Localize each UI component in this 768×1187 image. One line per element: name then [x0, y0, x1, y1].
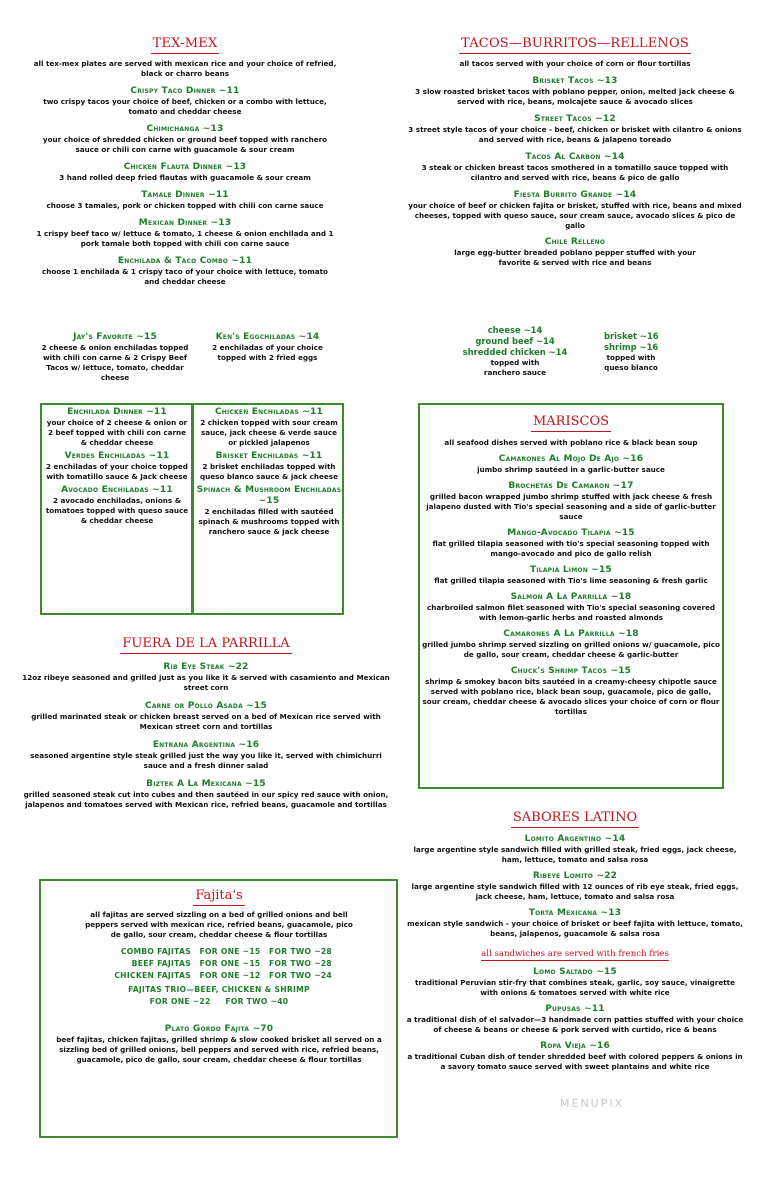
dish-name: Avocado Enchiladas ~11: [61, 485, 173, 495]
dish-name: Brochetas De Camaron ~17: [508, 481, 634, 491]
dish-desc: choose 1 enchilada & 1 crispy taco of your choice with lettuce, tomato and cheddar cheese: [42, 267, 328, 286]
dish-street-tacos: [405, 114, 745, 145]
mariscos-dish-list: [422, 454, 720, 717]
kens-eggchiladas: [200, 332, 335, 363]
dish-name: Mango-Avocado Tilapia ~15: [507, 528, 635, 538]
tacos-intro: all tacos served with your choice of corn or flour tortillas: [459, 59, 691, 68]
dish-brisket-tacos: [405, 76, 745, 107]
enchiladas-box-divider: [191, 403, 194, 615]
tex-mex-title: TEX-MEX: [151, 36, 220, 54]
relleno-option: shredded chicken ~14: [462, 347, 568, 357]
mariscos-title: MARISCOS: [531, 414, 611, 432]
dish-desc: your choice of 2 cheese & onion or 2 beef topped with chili con carne & cheddar cheese: [46, 418, 188, 447]
dish-name: Tamale Dinner ~11: [141, 190, 229, 200]
dish-name: Jay's Favorite ~15: [73, 332, 157, 342]
dish-desc: a traditional Cuban dish of tender shredded beef with colored peppers & onions in a savory tomato sauce served with sweet plantains and white rice: [407, 1052, 743, 1071]
dish-desc: a traditional dish of el salvador—3 handmade corn patties stuffed with your choice of cheese & beans or cheese & pork served with curtido, rice & beans: [406, 1015, 744, 1034]
dish-desc: charbroiled salmon filet seasoned with Tio's special seasoning covered with lemon-garlic herbs and roasted almonds: [426, 603, 716, 622]
fajita-two: FOR TWO ~24: [269, 971, 333, 980]
dish-chicken-flauta-dinner: [20, 162, 350, 183]
dish-desc: grilled seasoned steak cut into cubes and then sautéed in our spicy red sauce with onion, jalapenos and tomatoes served with Mexican rice, refried beans, guacamole and tortillas: [23, 790, 389, 809]
chile-relleno: [405, 237, 745, 268]
dish-tilapia-limon: [422, 565, 720, 586]
fajita-one: FOR ONE ~15: [199, 947, 261, 956]
dish-fiesta-burrito-grande: [405, 190, 745, 231]
tex-mex-dish-list: [20, 86, 350, 287]
tacos-section: [405, 32, 745, 268]
fajita-one: FOR ONE ~12: [199, 971, 261, 980]
dish-enchilada-dinner: [44, 407, 190, 448]
dish-name: Chicken Enchiladas ~11: [214, 407, 324, 417]
dish-lomito-argentino: [405, 834, 745, 865]
relleno-options-right: [586, 331, 676, 373]
dish-name: Enchilada & Taco Combo ~11: [117, 256, 253, 266]
dish-chuck-s-shrimp-tacos: [422, 666, 720, 717]
dish-name: Ken's Eggchiladas ~14: [215, 332, 320, 342]
dish-avocado-enchiladas: [44, 485, 190, 526]
tex-mex-section: [20, 32, 350, 287]
relleno-option: ground beef ~14: [475, 336, 555, 346]
dish-camarones-a-la-parrilla: [422, 629, 720, 660]
relleno-option: shrimp ~16: [604, 342, 659, 352]
sabores-dish-list: [405, 834, 745, 939]
tacos-dish-list: [405, 76, 745, 231]
dish-desc: your choice of beef or chicken fajita or brisket, stuffed with rice, beans and mixed cheeses, topped with queso sauce, sour cream sauce, avocado slices & pico de gallo: [408, 201, 742, 230]
dish-name: Enchilada Dinner ~11: [67, 407, 167, 417]
dish-brisket-enchiladas: [196, 451, 342, 482]
dish-name: Salmon A La Parrilla ~18: [510, 592, 632, 602]
tex-mex-intro: all tex-mex plates are served with mexican rice and your choice of refried, black or charro beans: [33, 59, 337, 78]
dish-chicken-enchiladas: [196, 407, 342, 448]
dish-name: Chimichanga ~13: [146, 124, 224, 134]
dish-desc: 2 enchiladas of your choice topped with 2 fried eggs: [212, 343, 323, 362]
dish-name: Tacos Al Carbon ~14: [525, 152, 625, 162]
dish-name: Pupusas ~11: [545, 1004, 605, 1014]
dish-pupusas: [405, 1004, 745, 1035]
dish-desc: large argentine style sandwich filled with grilled steak, fried eggs, jack cheese, ham, lettuce, tomato and salsa rosa: [413, 845, 737, 864]
dish-chimichanga: [20, 124, 350, 155]
dish-name: Street Tacos ~12: [534, 114, 616, 124]
dish-mexican-dinner: [20, 218, 350, 249]
dish-desc: 2 cheese & onion enchiladas topped with chili con carne & 2 Crispy Beef Tacos w/ lettuce, tomato, cheddar cheese: [41, 343, 189, 382]
dish-name: Plato Gordo Fajita ~70: [164, 1024, 274, 1034]
fajita-label: COMBO FAJITAS: [120, 947, 191, 956]
dish-desc: jumbo shrimp sautéed in a garlic-butter sauce: [477, 465, 665, 474]
dish-name: Verdes Enchiladas ~11: [64, 451, 170, 461]
dish-desc: shrimp & smokey bacon bits sautéed in a creamy-cheesy chipotle sauce served with poblano rice, black bean soup, guacamole, pico de gallo, sour cream, cheddar cheese & avocado slices your choice of corn or flour tortillas: [422, 677, 720, 716]
dish-name: Brisket Enchiladas ~11: [215, 451, 323, 461]
dish-salmon-a-la-parrilla: [422, 592, 720, 623]
fajitas-intro: all fajitas are served sizzling on a bed of grilled onions and bell peppers served with mexican rice, refried beans, guacamole, pico de gallo, sour cream, cheddar cheese & flour tortillas: [85, 910, 353, 939]
sabores-dish-list-2: [405, 967, 745, 1072]
enchiladas-left-column: [44, 404, 190, 526]
dish-desc: 3 hand rolled deep fried flautas with guacamole & sour cream: [59, 173, 311, 182]
dish-ribeye-lomito: [405, 871, 745, 902]
fajitas-trio-label: FAJITAS TRIO—BEEF, CHICKEN & SHRIMP: [128, 985, 310, 994]
dish-name: Brisket Tacos ~13: [532, 76, 618, 86]
dish-name: Crispy Taco Dinner ~11: [130, 86, 240, 96]
dish-desc: 3 slow roasted brisket tacos with poblano pepper, onion, melted jack cheese & served with rice, beans, molcajete sauce & avocado slices: [415, 87, 735, 106]
sabores-section: [405, 806, 745, 1072]
dish-crispy-taco-dinner: [20, 86, 350, 117]
dish-desc: grilled marinated steak or chicken breast served on a bed of Mexican rice served with Mexican street corn and tortillas: [31, 712, 381, 731]
dish-tamale-dinner: [20, 190, 350, 211]
dish-lomo-saltado: [405, 967, 745, 998]
dish-name: Camarones Al Mojo De Ajo ~16: [498, 454, 644, 464]
fajita-two: FOR TWO ~28: [269, 959, 333, 968]
fajita-label: BEEF FAJITAS: [131, 959, 191, 968]
dish-desc: 2 avocado enchiladas, onions & tomatoes topped with queso sauce & cheddar cheese: [45, 496, 189, 525]
dish-name: Spinach & Mushroom Enchiladas ~15: [196, 485, 342, 506]
dish-desc: 2 enchiladas of your choice topped with tomatillo sauce & Jack cheese: [46, 462, 188, 481]
dish-name: Fiesta Burrito Grande ~14: [513, 190, 637, 200]
dish-desc: seasoned argentine style steak grilled just the way you like it, served with chimichurri sauce and a fresh dinner salad: [30, 751, 382, 770]
fajita-two: FOR TWO ~28: [269, 947, 333, 956]
dish-desc: 3 steak or chicken breast tacos smothered in a tomatillo sauce topped with cilantro and served with rice, beans & pico de gallo: [421, 163, 729, 182]
plato-gordo-fajita: [44, 1024, 394, 1065]
dish-entrana-argentina: [20, 740, 392, 771]
dish-torta-mexicana: [405, 908, 745, 939]
dish-desc: 3 street style tacos of your choice - beef, chicken or brisket with cilantro & onions and served with rice, beans & jalapeno toreado: [408, 125, 742, 144]
dish-desc: 2 brisket enchiladas topped with queso blanco sauce & jack cheese: [200, 462, 338, 481]
tacos-title: TACOS—BURRITOS—RELLENOS: [459, 36, 691, 54]
dish-enchilada-taco-combo: [20, 256, 350, 287]
dish-mango-avocado-tilapia: [422, 528, 720, 559]
fajitas-price-table: [44, 946, 394, 982]
dish-desc: mexican style sandwich - your choice of brisket or beef fajita with lettuce, tomato, beans, jalapenos, guacamole & salsa rosa: [407, 919, 743, 938]
dish-name: Ropa Vieja ~16: [540, 1041, 610, 1051]
enchiladas-right-column: [196, 404, 342, 537]
dish-carne-or-pollo-asada: [20, 701, 392, 732]
dish-name: Torta Mexicana ~13: [528, 908, 622, 918]
dish-name: Carne or Pollo Asada ~15: [145, 701, 267, 711]
dish-name: Rib Eye Steak ~22: [163, 662, 249, 672]
dish-desc: traditional Peruvian stir-fry that combines steak, garlic, soy sauce, vinaigrette with onions & tomatoes served with white rice: [415, 978, 735, 997]
fajita-price-row: [44, 958, 394, 970]
dish-camarones-al-mojo-de-ajo: [422, 454, 720, 475]
relleno-option: cheese ~14: [487, 325, 543, 335]
dish-desc: beef fajitas, chicken fajitas, grilled shrimp & slow cooked brisket all served on a sizzling bed of grilled onions, bell peppers and served with rice, refried beans, guacamole, pico de gallo, sour cream, cheddar cheese & flour tortillas: [56, 1035, 382, 1064]
dish-name: Chile Relleno: [544, 237, 606, 247]
dish-desc: choose 3 tamales, pork or chicken topped with chili con carne sauce: [46, 201, 324, 210]
mariscos-section: [422, 410, 720, 717]
fajitas-title: Fajita's: [193, 888, 244, 906]
parrilla-dish-list: [20, 662, 392, 810]
parrilla-title: FUERA DE LA PARRILLA: [120, 636, 291, 654]
dish-desc: 12oz ribeye seasoned and grilled just as you like it & served with casamiento and Mexican street corn: [22, 673, 390, 692]
dish-name: Tilapia Limon ~15: [530, 565, 612, 575]
dish-rib-eye-steak: [20, 662, 392, 693]
dish-desc: two crispy tacos your choice of beef, chicken or a combo with lettuce, tomato and cheddar cheese: [43, 97, 327, 116]
relleno-left-note: topped with ranchero sauce: [483, 358, 547, 377]
relleno-options-left: [445, 325, 585, 378]
fajita-price-row: [44, 946, 394, 958]
mariscos-intro: all seafood dishes served with poblano rice & black bean soup: [444, 438, 698, 447]
dish-desc: grilled jumbo shrimp served sizzling on grilled onions w/ guacamole, pico de gallo, sour cream, cheddar cheese & garlic-butter: [422, 640, 720, 659]
dish-brochetas-de-camaron: [422, 481, 720, 522]
dish-desc: flat grilled tilapia seasoned with tio's special seasoning topped with mango-avocado and pico de gallo relish: [432, 539, 710, 558]
dish-ropa-vieja: [405, 1041, 745, 1072]
relleno-right-note: topped with queso blanco: [604, 353, 658, 372]
jays-favorite: [40, 332, 190, 383]
fajita-price-row: [44, 970, 394, 982]
dish-name: Biztek A La Mexicana ~15: [146, 779, 266, 789]
dish-name: Camarones A La Parrilla ~18: [503, 629, 639, 639]
sabores-title: SABORES LATINO: [511, 810, 639, 828]
relleno-option: brisket ~16: [604, 331, 659, 341]
dish-spinach-mushroom-enchiladas: [196, 485, 342, 537]
fajita-one: FOR ONE ~15: [199, 959, 261, 968]
dish-desc: your choice of shredded chicken or ground beef topped with ranchero sauce or chili con carne with guacamole & sour cream: [42, 135, 328, 154]
parrilla-section: [20, 632, 392, 810]
dish-name: Lomito Argentino ~14: [524, 834, 626, 844]
dish-tacos-al-carbon: [405, 152, 745, 183]
dish-desc: 2 enchiladas filled with sautéed spinach & mushrooms topped with ranchero sauce & jack cheese: [198, 507, 340, 536]
dish-desc: large argentine style sandwich filled with 12 ounces of rib eye steak, fried eggs, jack cheese, ham, lettuce, tomato and salsa rosa: [411, 882, 739, 901]
dish-desc: large egg-butter breaded poblano pepper stuffed with your favorite & served with rice and beans: [454, 248, 696, 267]
dish-desc: flat grilled tilapia seasoned with Tio's lime seasoning & fresh garlic: [434, 576, 708, 585]
dish-desc: 1 crispy beef taco w/ lettuce & tomato, 1 cheese & onion enchilada and 1 pork tamale both topped with chili con carne sauce: [36, 229, 334, 248]
dish-name: Lomo Saltado ~15: [533, 967, 617, 977]
dish-name: Mexican Dinner ~13: [138, 218, 232, 228]
dish-name: Ribeye Lomito ~22: [532, 871, 618, 881]
fajitas-section: [44, 884, 394, 1065]
watermark: MENUPIX: [560, 1097, 625, 1110]
sandwich-note: all sandwiches are served with french fries: [481, 949, 669, 959]
dish-verdes-enchiladas: [44, 451, 190, 482]
dish-name: Chuck's Shrimp Tacos ~15: [510, 666, 632, 676]
dish-name: Chicken Flauta Dinner ~13: [123, 162, 247, 172]
dish-biztek-a-la-mexicana: [20, 779, 392, 810]
dish-desc: grilled bacon wrapped jumbo shrimp stuffed with jack cheese & fresh jalapeno dusted with Tio's special seasoning and a side of garlic-butter sauce: [426, 492, 716, 521]
fajitas-trio-prices: FOR ONE ~22 FOR TWO ~40: [149, 997, 289, 1006]
dish-desc: 2 chicken topped with sour cream sauce, jack cheese & verde sauce or pickled jalapenos: [200, 418, 338, 447]
fajita-label: CHICKEN FAJITAS: [114, 971, 191, 980]
dish-name: Entrana Argentina ~16: [152, 740, 260, 750]
